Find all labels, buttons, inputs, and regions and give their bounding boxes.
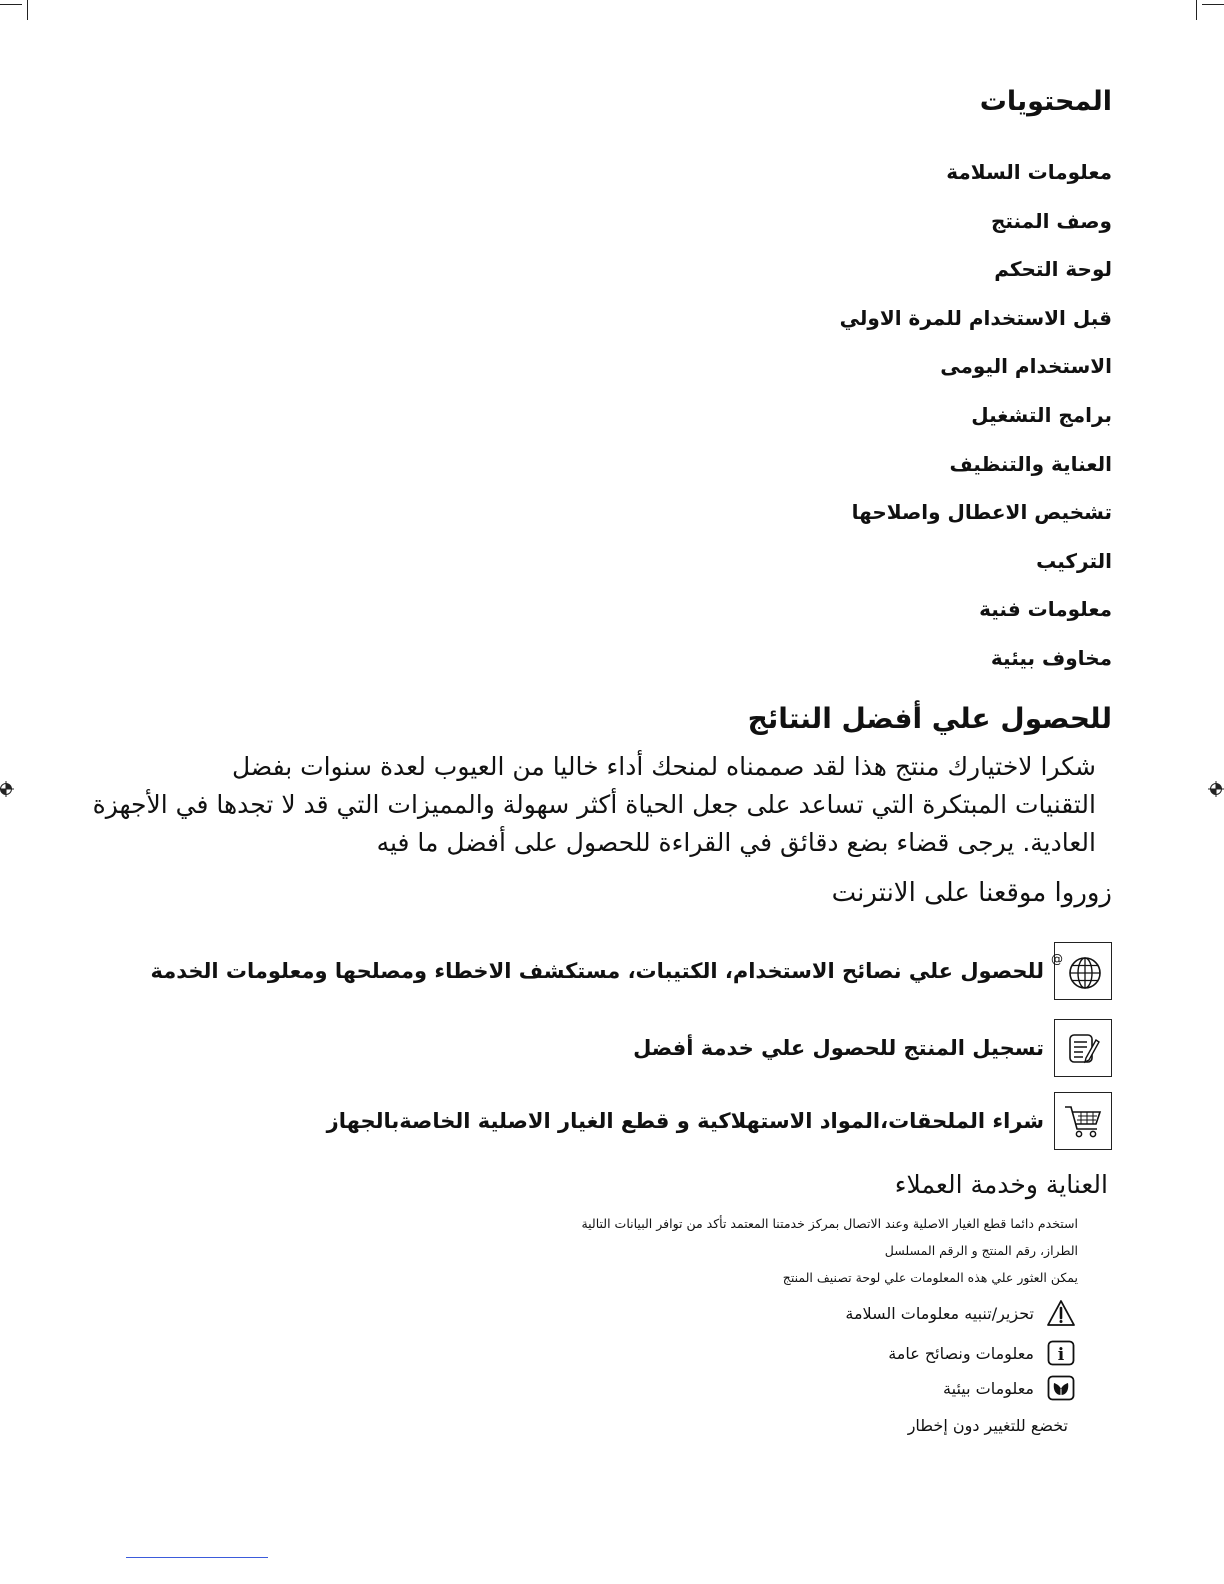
visit-website-title: زوروا موقعنا على الانترنت (831, 878, 1112, 908)
toc-item-product-description[interactable]: وصف المنتج (990, 208, 1112, 233)
svg-text:i: i (1057, 1345, 1065, 1365)
registration-mark-right-icon (1208, 781, 1224, 797)
care-title: العناية وخدمة العملاء (894, 1170, 1108, 1199)
crop-mark-top-right-vertical (1196, 0, 1197, 20)
toc-item-installation[interactable]: التركيب (1036, 548, 1112, 573)
legend-warning-text: تحزير/تنبيه معلومات السلامة (845, 1303, 1034, 1323)
registration-icon (1054, 1019, 1112, 1077)
crop-mark-top-left (0, 4, 22, 5)
care-line: يمكن العثور علي هذه المعلومات علي لوحة تصنيف المنتج (782, 1270, 1078, 1285)
svg-text:@: @ (1051, 952, 1063, 966)
crop-mark-top-right (1202, 4, 1224, 5)
shopping-cart-icon (1054, 1092, 1112, 1150)
toc-item-troubleshooting[interactable]: تشخيص الاعطال واصلاحها (851, 500, 1112, 525)
footer-rule (126, 1557, 268, 1558)
intro-line: شكرا لاختيارك منتج هذا لقد صممناه لمنحك أداء خاليا من العيوب لعدة سنوات بفضل (231, 752, 1096, 781)
toc-item-daily-use[interactable]: الاستخدام اليومى (940, 354, 1112, 379)
care-line: الطراز، رقم المنتج و الرقم المسلسل (884, 1243, 1078, 1258)
legend-info-text: معلومات ونصائح عامة (888, 1343, 1034, 1363)
care-line: استخدم دائما قطع الغيار الاصلية وعند الاتصال بمركز خدمتنا المعتمد تأكد من توافر البيانات التالية (581, 1216, 1078, 1231)
globe-icon (1051, 942, 1112, 1000)
care-paragraph (581, 1210, 1078, 1291)
subject-to-change-note: تخضع للتغيير دون إخطار (907, 1416, 1068, 1435)
toc-item-safety[interactable]: معلومات السلامة (946, 160, 1112, 184)
link-row-shop[interactable] (327, 1092, 1112, 1150)
toc-title: المحتويات (979, 86, 1112, 117)
link-row-register[interactable] (633, 1019, 1112, 1077)
crop-mark-top-left-vertical (27, 0, 28, 20)
legend-info (888, 1338, 1076, 1368)
toc-list (840, 154, 1112, 689)
intro-line: العادية. يرجى قضاء بضع دقائق في القراءة للحصول على أفضل ما فيه (376, 828, 1096, 857)
toc-item-technical-info[interactable]: معلومات فنية (979, 597, 1112, 622)
toc-item-care-cleaning[interactable]: العناية والتنظيف (949, 451, 1112, 476)
best-results-title: للحصول علي أفضل النتائج (747, 702, 1112, 735)
toc-item-programmes[interactable]: برامج التشغيل (971, 402, 1112, 427)
intro-paragraph (86, 748, 1096, 862)
environment-icon (1046, 1373, 1076, 1403)
toc-item-environment[interactable]: مخاوف بيئية (990, 645, 1112, 670)
legend-environment-text: معلومات بيئية (943, 1378, 1034, 1398)
toc-item-first-use[interactable]: قبل الاستخدام للمرة الاولي (839, 305, 1112, 330)
registration-mark-left-icon (0, 781, 14, 797)
link-register-text: تسجيل المنتج للحصول علي خدمة أفضل (633, 1036, 1044, 1060)
legend-environment (943, 1373, 1076, 1403)
toc-item-control-panel[interactable]: لوحة التحكم (994, 257, 1112, 282)
legend-warning (845, 1298, 1076, 1328)
intro-line: التقنيات المبتكرة التي تساعد على جعل الحياة أكثر سهولة والمميزات التي قد لا تجدها في الأجهزة (92, 790, 1096, 819)
warning-icon (1046, 1298, 1076, 1328)
link-shop-text: شراء الملحقات،المواد الاستهلاكية و قطع الغيار الاصلية الخاصةبالجهاز (326, 1109, 1044, 1133)
link-tips-text: للحصول علي نصائح الاستخدام، الكتيبات، مستكشف الاخطاء ومصلحها ومعلومات الخدمة (150, 959, 1044, 983)
link-row-tips[interactable] (151, 942, 1113, 1000)
info-icon (1046, 1338, 1076, 1368)
